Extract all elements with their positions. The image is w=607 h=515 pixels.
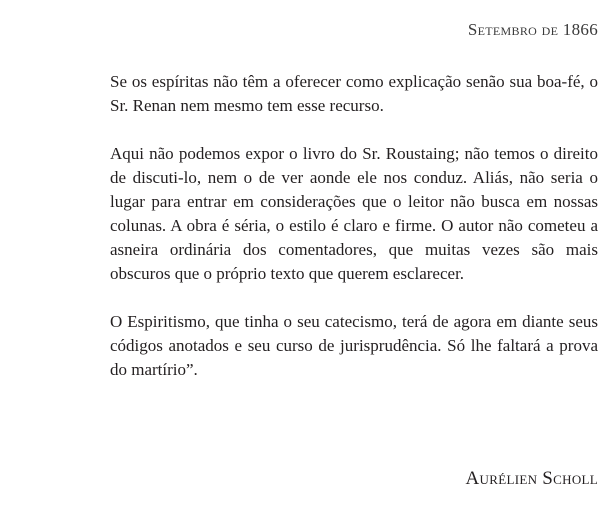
paragraph-3: O Espiritismo, que tinha o seu catecismo, terá de agora em diante seus códigos anotados e seu curso de jurisprudência. Só lhe faltará a prova do martírio”.	[110, 312, 598, 379]
body-text	[110, 70, 598, 406]
author-signature: Aurélien Scholl	[465, 468, 598, 489]
paragraph-2: Aqui não podemos expor o livro do Sr. Roustaing; não temos o direito de discuti-lo, nem o de ver aonde ele nos conduz. Aliás, não seria o lugar para entrar em considerações que o leitor não busca em nossas colunas. A obra é séria, o estilo é claro e firme. O autor não cometeu a asneira ordinária dos comentadores, que muitas vezes são mais obscuros que o próprio texto que querem esclarecer.	[110, 144, 598, 283]
paragraph-1: Se os espíritas não têm a oferecer como explicação senão sua boa-fé, o Sr. Renan nem mesmo tem esse recurso.	[110, 72, 598, 115]
running-header: Setembro de 1866	[467, 20, 598, 39]
